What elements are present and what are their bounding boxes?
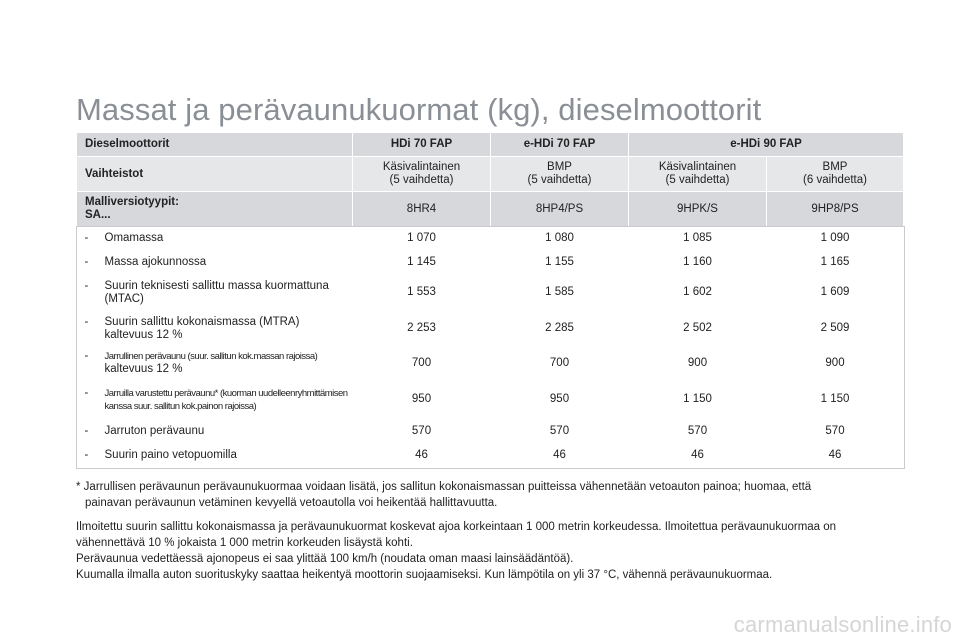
- value-cell: 570: [629, 420, 767, 444]
- row-label-text: [105, 387, 348, 413]
- value-cell: 900: [767, 347, 904, 380]
- value-cell: 1 080: [491, 227, 629, 251]
- value-cell: 570: [491, 420, 629, 444]
- table-row: [77, 380, 904, 420]
- value-cell: 1 553: [353, 275, 491, 311]
- info-line: Kuumalla ilmalla auton suorituskyky saattaa heikentyä moottorin suojaamiseksi. Kun lämpötila on yli 37 °C, vähennä perävaunukuormaa.: [76, 569, 773, 581]
- row-label-line: kanssa suur. sallitun kok.painon rajoissa): [104, 400, 257, 412]
- table-row: [77, 275, 904, 311]
- info-line: Perävaunua vedettäessä ajonopeus ei saa ylittää 100 km/h (noudata oman maasi lainsäädäntöä).: [76, 553, 574, 565]
- row-label-line: Suurin teknisesti sallittu massa kuormattuna: [104, 279, 329, 292]
- row-label: [77, 420, 353, 444]
- row-label-line: Omamassa: [104, 232, 164, 245]
- row-dash: -: [84, 256, 89, 268]
- table-row: [77, 444, 904, 468]
- table-header-row: [77, 133, 904, 157]
- row-label-line: Jarrullinen perävaunu (suur. sallitun kok.massan rajoissa): [104, 351, 318, 362]
- value-cell: 950: [353, 380, 491, 420]
- info-line: vähennettävä 10 % jokaista 1 000 metrin korkeuden lisäystä kohti.: [76, 537, 413, 549]
- value-cell: 1 150: [767, 380, 904, 420]
- row-label: [77, 227, 353, 251]
- mass-table: [76, 132, 904, 468]
- row-dash: -: [84, 315, 89, 328]
- header-label: Dieselmoottorit: [77, 133, 353, 157]
- gearbox-cell: [767, 157, 904, 192]
- value-cell: 570: [767, 420, 904, 444]
- row-label-line: Suurin paino vetopuomilla: [104, 449, 237, 461]
- header-engine: HDi 70 FAP: [353, 133, 491, 157]
- value-cell: 1 085: [629, 227, 767, 251]
- header-engine: e-HDi 90 FAP: [629, 133, 904, 157]
- row-label: [77, 444, 353, 468]
- row-label-line: kaltevuus 12 %: [104, 328, 183, 341]
- row-label-line: (MTAC): [104, 292, 144, 305]
- model-types-label-line: SA...: [85, 209, 111, 221]
- row-label-text: [105, 256, 207, 269]
- gearbox-cell: [491, 157, 629, 192]
- watermark: carmanualsonline.info: [733, 612, 952, 637]
- row-label-text: [105, 449, 237, 462]
- model-type-cell: 9HP8/PS: [767, 192, 904, 227]
- value-cell: 700: [353, 347, 491, 380]
- model-types-label-line: Malliversiotyypit:: [85, 196, 179, 208]
- row-label-line: kaltevuus 12 %: [104, 363, 183, 375]
- value-cell: 1 070: [353, 227, 491, 251]
- row-label-text: [105, 350, 318, 376]
- gearbox-type: Käsivalintainen: [658, 161, 737, 173]
- value-cell: 1 150: [629, 380, 767, 420]
- value-cell: 1 585: [491, 275, 629, 311]
- row-dash: -: [84, 279, 89, 292]
- gearbox-type: BMP: [547, 161, 572, 173]
- row-label-line: Jarruton perävaunu: [104, 425, 205, 437]
- gearbox-speeds: (5 vaihdetta): [527, 174, 592, 186]
- gearbox-speeds: (5 vaihdetta): [389, 174, 454, 186]
- value-cell: 2 502: [629, 311, 767, 347]
- footnote-line: * Jarrullisen perävaunun perävaunukuormaa voidaan lisätä, jos sallitun kokonaismassan puitteissa vähennetään vetoauton painoa; huomaa, että: [76, 481, 812, 493]
- row-label: [77, 347, 353, 380]
- value-cell: 2 509: [767, 311, 904, 347]
- value-cell: 950: [491, 380, 629, 420]
- mass-data-body: [77, 227, 904, 468]
- gearbox-row: [77, 157, 904, 192]
- value-cell: 1 602: [629, 275, 767, 311]
- value-cell: 2 253: [353, 311, 491, 347]
- table-row: [77, 227, 904, 251]
- gearbox-type: Käsivalintainen: [382, 161, 461, 173]
- model-type-cell: 8HR4: [353, 192, 491, 227]
- value-cell: 1 155: [491, 251, 629, 275]
- row-label: [77, 380, 353, 420]
- value-cell: 700: [491, 347, 629, 380]
- header-engine: e-HDi 70 FAP: [491, 133, 629, 157]
- value-cell: 1 145: [353, 251, 491, 275]
- model-types-label: [77, 192, 353, 227]
- row-label-line: Jarruilla varustettu perävaunu* (kuorman uudelleenryhmittämisen: [104, 387, 348, 399]
- info-line: Ilmoitettu suurin sallittu kokonaismassa ja perävaunukuormat koskevat ajoa korkeintaan 1 000 metrin korkeudessa. Ilmoitettua perävaunukuormaa on: [76, 521, 837, 533]
- gearbox-speeds: (5 vaihdetta): [665, 174, 730, 186]
- gearbox-type: BMP: [822, 161, 848, 173]
- model-type-cell: 9HPK/S: [629, 192, 767, 227]
- page-title: Massat ja perävaunukuormat (kg), dieselmoottorit: [76, 92, 762, 127]
- gearbox-cell: [629, 157, 767, 192]
- gearbox-cell: [353, 157, 491, 192]
- row-dash: -: [84, 350, 89, 362]
- info-notes: [76, 519, 906, 583]
- value-cell: 900: [629, 347, 767, 380]
- row-dash: -: [84, 232, 89, 245]
- value-cell: 46: [629, 444, 767, 468]
- row-label: [77, 251, 353, 275]
- row-label: [77, 275, 353, 311]
- gearbox-label: Vaihteistot: [77, 157, 353, 192]
- row-label-text: [105, 316, 300, 342]
- model-type-cell: 8HP4/PS: [491, 192, 629, 227]
- row-dash: -: [84, 449, 89, 461]
- footnote-star: [76, 479, 896, 511]
- row-dash: -: [84, 386, 89, 399]
- row-label-text: [105, 280, 329, 306]
- value-cell: 46: [353, 444, 491, 468]
- row-label-line: Massa ajokunnossa: [104, 256, 207, 268]
- footnote-line: painavan perävaunun vetäminen kevyellä vetoautolla voi heikentää hallittavuutta.: [85, 497, 498, 509]
- table-row: [77, 420, 904, 444]
- row-label-text: [105, 232, 164, 245]
- value-cell: 2 285: [491, 311, 629, 347]
- value-cell: 46: [491, 444, 629, 468]
- table-row: [77, 251, 904, 275]
- row-label-line: Suurin sallittu kokonaismassa (MTRA): [104, 315, 300, 328]
- row-dash: -: [84, 425, 89, 437]
- value-cell: 1 609: [767, 275, 904, 311]
- value-cell: 1 090: [767, 227, 904, 251]
- row-label: [77, 311, 353, 347]
- model-types-row: [77, 192, 904, 227]
- table-row: [77, 347, 904, 380]
- row-label-text: [105, 425, 205, 438]
- value-cell: 1 165: [767, 251, 904, 275]
- table-row: [77, 311, 904, 347]
- gearbox-speeds: (6 vaihdetta): [803, 174, 867, 186]
- value-cell: 1 160: [629, 251, 767, 275]
- value-cell: 46: [767, 444, 904, 468]
- value-cell: 570: [353, 420, 491, 444]
